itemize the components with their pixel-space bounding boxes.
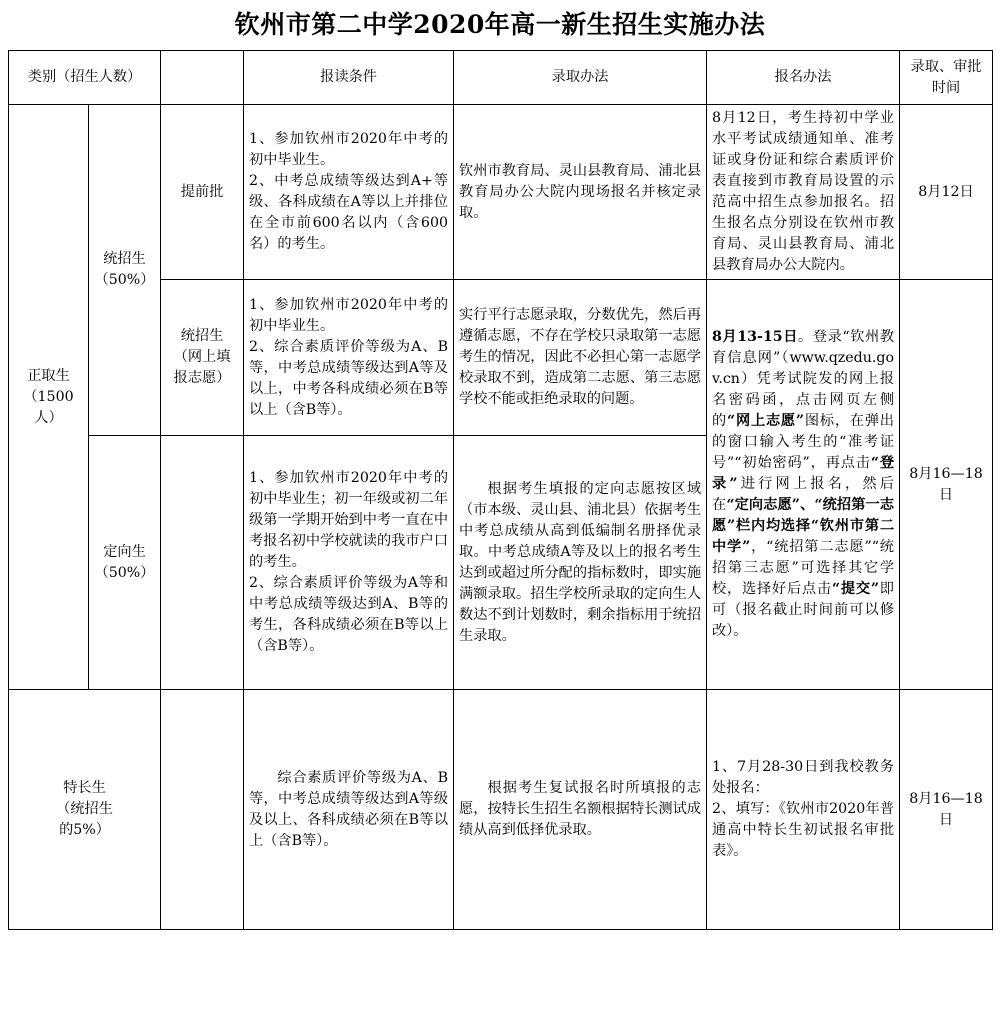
application-method-talent (707, 690, 900, 930)
table-row (9, 105, 993, 280)
admission-method-directed-text: 根据考生填报的定向志愿按区域（市本级、灵山县、浦北县）依据考生中考总成绩从高到低编制名册择优录取。中考总成绩A等及以上的报名考生达到或超过所分配的指标数时，即实施满额录取。招生学校所录取的定向生人数达不到计划数时，剩余指标用于统招生录取。 (459, 480, 702, 644)
conditions-talent-text: 综合素质评价等级为A、B等，中考总成绩等级达到A等级及以上、各科成绩必须在B等以上（含B等）。 (249, 769, 449, 849)
header-subtype (161, 51, 244, 105)
subtype-directed (161, 436, 244, 690)
conditions-line-1: 1、参加钦州市2020年中考的初中毕业生。 (249, 131, 449, 168)
header-schedule: 录取、审批时间 (900, 51, 993, 105)
conditions-talent (244, 690, 454, 930)
header-category: 类别（招生人数） (9, 51, 161, 105)
application-emphasis-choices: “定向志愿”、“统招第一志愿”栏内均选择“钦州市第二中学” (712, 497, 895, 555)
application-method-advance-batch: 8月12日，考生持初中学业水平考试成绩通知单、准考证或身份证和综合素质评价表直接到市教育局设置的示范高中招生点参加报名。招生报名点分别设在钦州市教育局、灵山县教育局、浦北县教育局办公大院内。 (707, 105, 900, 280)
header-application-method: 报名办法 (707, 51, 900, 105)
category-regular (9, 105, 89, 690)
category-directed-line1: 定向生 (103, 543, 146, 560)
application-emphasis-online-wish: “网上志愿” (727, 413, 805, 429)
conditions-directed (244, 436, 454, 690)
admission-method-advance-batch: 钦州市教育局、灵山县教育局、浦北县教育局办公大院内现场报名并核定录取。 (454, 105, 707, 280)
subtype-unified-line1: 统招生 (180, 328, 224, 344)
conditions-line-1: 1、参加钦州市2020年中考的初中毕业生。 (249, 296, 449, 334)
subtype-talent (161, 690, 244, 930)
conditions-unified-online (244, 280, 454, 436)
application-date-emphasis: 8月13-15日 (712, 329, 799, 345)
subtype-unified-online (161, 280, 244, 436)
schedule-advance-batch: 8月12日 (900, 105, 993, 280)
header-conditions: 报读条件 (244, 51, 454, 105)
category-talent-line1: 特长生 (63, 780, 106, 796)
application-method-online-merged (707, 280, 900, 690)
application-talent-line1: 1、7月28-30日到我校教务处报名： (712, 759, 895, 796)
application-text-4: ，“统招第二志愿”“统招第三志愿”可选择其它学校，选择好后点击 (712, 539, 895, 597)
table-row (9, 690, 993, 930)
conditions-line-2: 2、中考总成绩等级达到A+等级、各科成绩在A等以上并排位在全市前600名以内（含600名）的考生。 (249, 173, 449, 252)
application-text-3: 进行网上报名，然后在 (712, 476, 894, 513)
subtype-unified-line3: 报志愿） (173, 370, 231, 386)
admission-method-talent (454, 690, 707, 930)
subtype-advance-batch: 提前批 (161, 105, 244, 280)
application-emphasis-submit: “提交” (831, 581, 879, 597)
conditions-advance-batch (244, 105, 454, 280)
application-text-1: 。登录“钦州教育信息网”（www.qzedu.gov.cn）凭考试院发的网上报名密码函，点击网页左侧的 (712, 329, 895, 429)
category-unified-line2: （50%） (94, 272, 155, 288)
admission-method-directed (454, 436, 707, 690)
category-regular-line1: 正取生 (27, 367, 70, 384)
application-emphasis-login: “登录” (712, 455, 895, 492)
header-admission-method: 录取办法 (454, 51, 707, 105)
conditions-line-2: 2、综合素质评价等级为A等和中考总成绩等级达到A、B等的考生，各科成绩必须在B等以上（含B等）。 (249, 575, 449, 654)
category-directed-line2: （50%） (94, 564, 155, 581)
category-unified (89, 105, 161, 436)
admissions-table (8, 50, 993, 930)
category-talent-line3: 的5%） (59, 822, 110, 838)
category-unified-line1: 统招生 (103, 251, 146, 267)
conditions-line-2: 2、综合素质评价等级为A、B等，中考总成绩等级达到A等及以上，中考各科成绩必须在B等以上（含B等）。 (249, 338, 449, 418)
category-directed (89, 436, 161, 690)
subtype-unified-line2: （网上填 (173, 349, 231, 365)
category-talent-line2: （统招生 (56, 801, 113, 817)
admission-method-talent-text: 根据考生复试报名时所填报的志愿，按特长生招生名额根据特长测试成绩从高到低择优录取。 (459, 780, 702, 838)
table-header-row (9, 51, 993, 105)
admission-method-unified-online: 实行平行志愿录取，分数优先，然后再遵循志愿，不存在学校只录取第一志愿考生的情况，因此不必担心第一志愿学校录取不到，造成第二志愿、第三志愿学校不能或拒绝录取的问题。 (454, 280, 707, 436)
application-text-5: 即可（报名截止时间前可以修改）。 (712, 581, 895, 639)
schedule-unified-and-directed: 8月16—18日 (900, 280, 993, 690)
application-text-2: 图标，在弹出的窗口输入考生的“准考证号”“初始密码”，再点击 (712, 413, 895, 471)
conditions-line-1: 1、参加钦州市2020年中考的初中毕业生；初一年级或初二年级第一学期开始到中考一直在中考报名初中学校就读的我市户口的考生。 (249, 470, 449, 570)
category-regular-line2: （1500人） (23, 388, 74, 426)
application-talent-line2: 2、填写：《钦州市2020年普通高中特长生初试报名审批表》。 (712, 801, 895, 859)
page-title: 钦州市第二中学2020年高一新生招生实施办法 (234, 10, 766, 39)
category-talent (9, 690, 161, 930)
schedule-talent: 8月16—18日 (900, 690, 993, 930)
